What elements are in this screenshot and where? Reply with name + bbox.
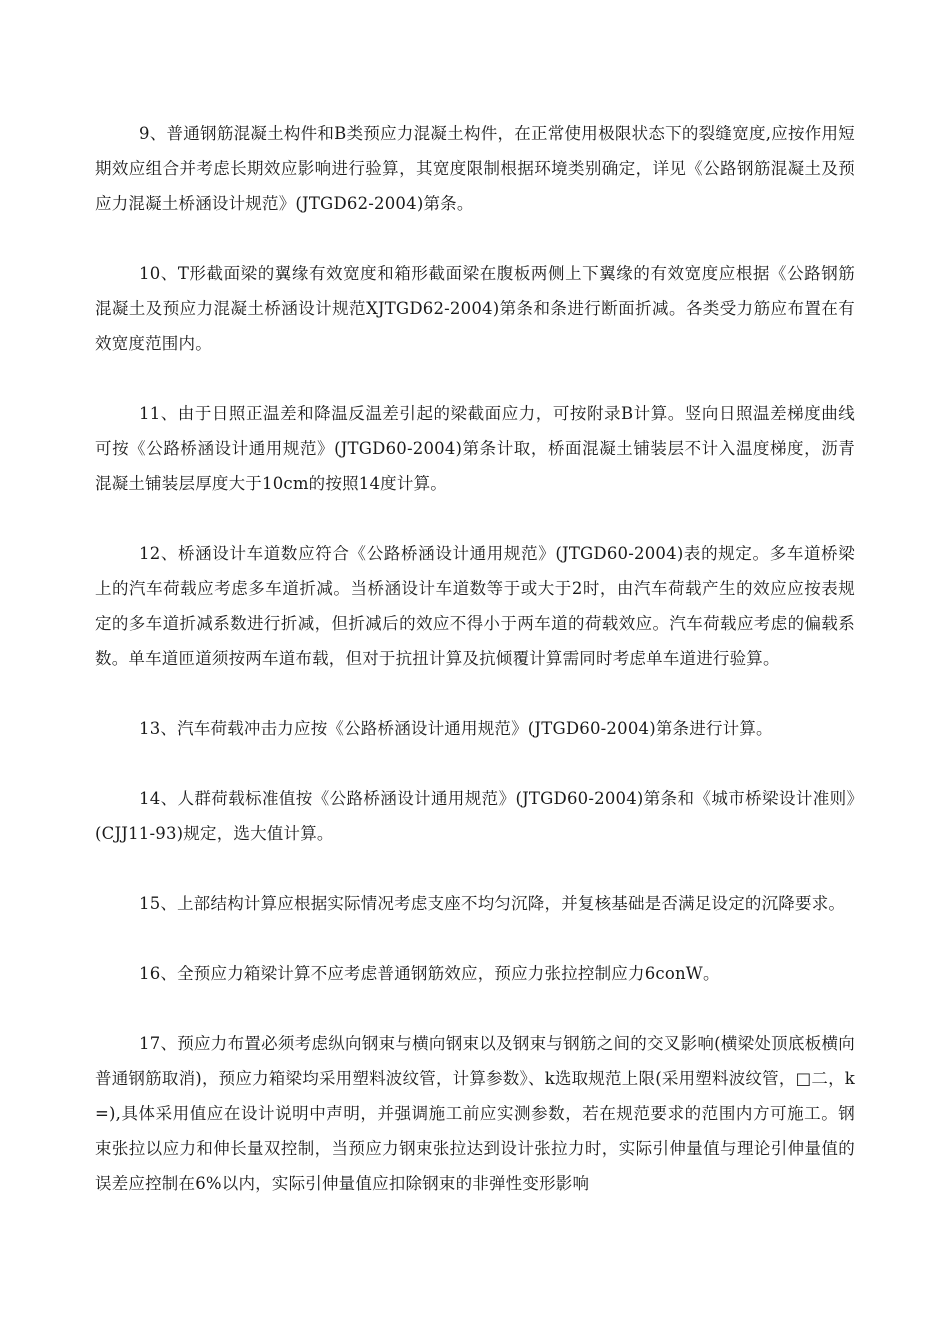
paragraph-14: 14、人群荷载标准值按《公路桥涵设计通用规范》(JTGD60-2004)第条和《城市桥梁设计准则》(CJJ11-93)规定，选大值计算。: [95, 789, 855, 843]
paragraph-9: 9、普通钢筋混凝土构件和B类预应力混凝土构件，在正常使用极限状态下的裂缝宽度,应按作用短期效应组合并考虑长期效应影响进行验算，其宽度限制根据环境类别确定，详见《公路钢筋混凝土及预应力混凝土桥涵设计规范》(JTGD62-2004)第条。: [95, 124, 855, 213]
paragraph-16: 16、全预应力箱梁计算不应考虑普通钢筋效应，预应力张拉控制应力6conW。: [139, 964, 720, 983]
paragraph-15: 15、上部结构计算应根据实际情况考虑支座不均匀沉降，并复核基础是否满足设定的沉降要求。: [139, 894, 846, 913]
document-body: [95, 116, 855, 1201]
paragraph-10: 10、T形截面梁的翼缘有效宽度和箱形截面梁在腹板两侧上下翼缘的有效宽度应根据《公路钢筋混凝土及预应力混凝土桥涵设计规范XJTGD62-2004)第条和条进行断面折减。各类受力筋应布置在有效宽度范围内。: [95, 264, 855, 353]
paragraph-17: 17、预应力布置必须考虑纵向钢束与横向钢束以及钢束与钢筋之间的交叉影响(横梁处顶底板横向普通钢筋取消)，预应力箱梁均采用塑料波纹管，计算参数》、k选取规范上限(采用塑料波纹管，□二，k=),具体采用值应在设计说明中声明，并强调施工前应实测参数，若在规范要求的范围内方可施工。钢束张拉以应力和伸长量双控制，当预应力钢束张拉达到设计张拉力时，实际引伸量值与理论引伸量值的误差应控制在6%以内，实际引伸量值应扣除钢束的非弹性变形影响: [95, 1034, 855, 1193]
paragraph-11: 11、由于日照正温差和降温反温差引起的梁截面应力，可按附录B计算。竖向日照温差梯度曲线可按《公路桥涵设计通用规范》(JTGD60-2004)第条计取，桥面混凝土铺装层不计入温度梯度，沥青混凝土铺装层厚度大于10cm的按照14度计算。: [95, 404, 855, 493]
paragraph-12: 12、桥涵设计车道数应符合《公路桥涵设计通用规范》(JTGD60-2004)表的规定。多车道桥梁上的汽车荷载应考虑多车道折减。当桥涵设计车道数等于或大于2时，由汽车荷载产生的效应应按表规定的多车道折减系数进行折减，但折减后的效应不得小于两车道的荷载效应。汽车荷载应考虑的偏载系数。单车道匝道须按两车道布载，但对于抗扭计算及抗倾覆计算需同时考虑单车道进行验算。: [95, 544, 855, 668]
paragraph-13: 13、汽车荷载冲击力应按《公路桥涵设计通用规范》(JTGD60-2004)第条进行计算。: [139, 719, 773, 738]
